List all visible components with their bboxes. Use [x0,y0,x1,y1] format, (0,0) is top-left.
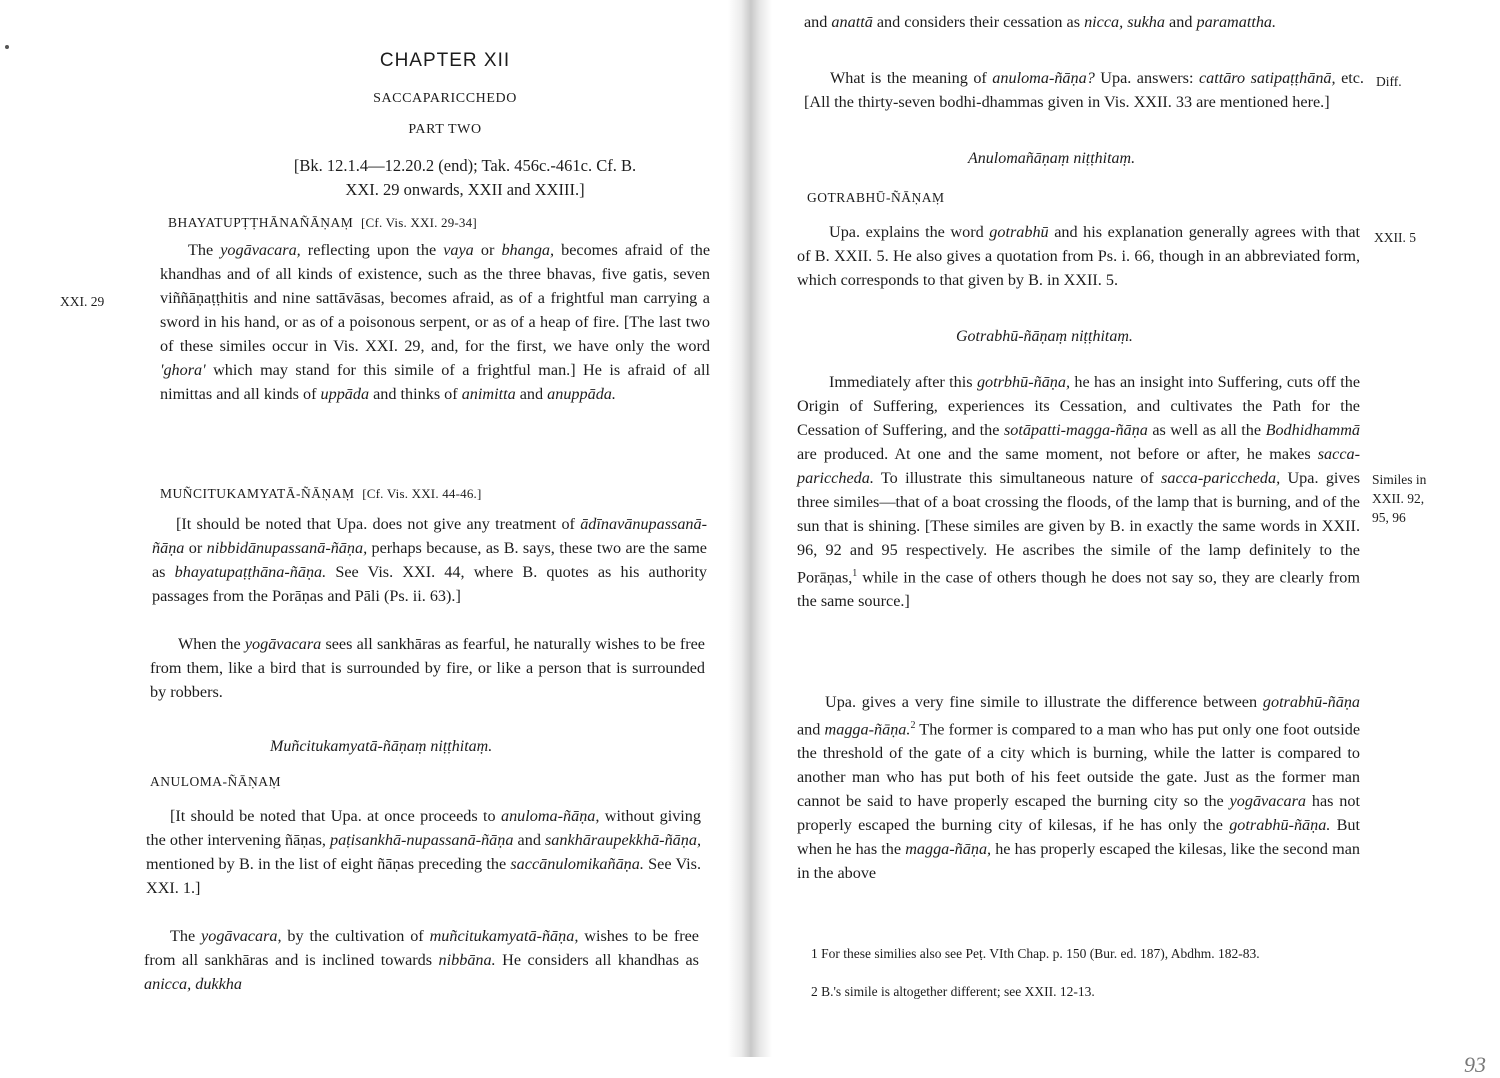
paragraph-bhaya: The yogāvacara, reflecting upon the vaya or bhanga, becomes afraid of the khandhas and of all kinds of existence, such as the three bhavas, five gatis, seven viññāṇaṭṭhitis and nine sattāvāsas, becomes afraid, as of a frightful man carrying a sword in his hand, or as of a poisonous serpent, or as of a heap of fire. [The last two of these similes occur in Vis. XXI. 29, and, for the first, we have only the word 'ghora' which may stand for this simile of a frightful man.] He is afraid of all nimittas and all kinds of uppāda and thinks of animitta and anuppāda. [160,241,711,403]
footnote-2: 2 B.'s simile is altogether different; see XXII. 12-13. [811,984,1095,999]
chapter-subtitle: SACCAPARICCHEDO [373,91,517,106]
page-number-mark: 93 [1464,1052,1486,1077]
paragraph-anuloma-meaning: What is the meaning of anuloma-ñāṇa? Upa. answers: cattāro satipaṭṭhānā, etc. [All the thirty-seven bodhi-dhammas given in Vis. XXII. 33 are mentioned here.] [804,69,1364,111]
part-label: PART TWO [408,122,482,137]
paragraph-insight: Immediately after this gotrbhū-ñāṇa, he has an insight into Suffering, cuts off the Origin of Suffering, experiences its Cessation, and cultivates the Path for the Cessation of Suffering, and the sotāpatti-magga-ñāṇa as well as all the Bodhidhammā are produced. At one and the same moment, not before or after, he makes sacca-pariccheda. To illustrate this simultaneous nature of sacca-pariccheda, Upa. gives three similes—that of a boat crossing the floods, of the lamp that is burning, and of the sun that is shining. [These similes are given by B. in exactly the same words in XXII. 96, 92 and 95 respectively. He ascribes the simile of the lamp definitely to the Porāṇas,$^1$ while in the case of others though he does not say so, they are clearly from the same source.] [797,373,1361,611]
footnote-1: 1 For these similies also see Peṭ. VIth Chap. p. 150 (Bur. ed. 187), Abdhm. 182-83. [811,946,1260,961]
reference-line-1: [Bk. 12.1.4—12.20.2 (end); Tak. 456c.-461c. Cf. B. [293,156,637,175]
section-closing-anuloma: Anulomañāṇaṃ niṭṭhitaṃ. [968,150,1136,167]
paragraph-treatment-note: [It should be noted that Upa. does not give any treatment of ādīnavānupassanā-ñāṇa or nibbidānupassanā-ñāṇa, perhaps because, as B. says, these two are the same as bhayatupaṭṭhāna-ñāṇa. See Vis. XXI. 44, where B. quotes as his authority passages from the Porāṇas and Pāli (Ps. ii. 63).] [152,515,707,605]
section-heading-bhayatupatthana [168,215,477,231]
paragraph-continuation: and anattā and considers their cessation as nicca, sukha and paramattha. [804,13,1277,31]
margin-note-xxii-5: XXII. 5 [1374,230,1416,245]
paragraph-wish-free: When the yogāvacara sees all sankhāras as fearful, he naturally wishes to be free from them, like a bird that is surrounded by fire, or like a person that is surrounded by robbers. [150,635,705,701]
reference-line-2: XXI. 29 onwards, XXII and XXIII.] [345,180,585,199]
paragraph-fine-simile: Upa. gives a very fine simile to illustrate the difference between gotrabhū-ñāṇa and magga-ñāṇa.$^2$ The former is compared to a man who has put only one foot outside the threshold of the gate of a city which is burning, while the latter is compared to another man who has put both of his feet outside the gate. Just as the former man cannot be said to have properly escaped the burning city so the yogāvacara has not properly escaped the burning city of kilesas, if he has only the gotrabhū-ñāṇa. But when he has the magga-ñāṇa, he has properly escaped the kilesas, like the second man in the above [797,693,1361,883]
paragraph-anuloma-body: The yogāvacara, by the cultivation of muñcitukamyatā-ñāṇa, wishes to be free from all sankhāras and is inclined towards nibbāna. He considers all khandhas as anicca, dukkha [144,927,699,993]
section-closing-gotrabhu: Gotrabhū-ñāṇaṃ niṭṭhitaṃ. [956,328,1133,345]
section-heading-anuloma: ANULOMA-ÑĀṆAṂ [150,774,281,789]
margin-note-similes: Similes in XXII. 92, 95, 96 [1372,472,1427,525]
heading-reference: [Cf. Vis. XXI. 44-46.] [362,486,482,501]
margin-note-diff: Diff. [1376,74,1402,89]
paragraph-anuloma-note: [It should be noted that Upa. at once proceeds to anuloma-ñāṇa, without giving the other intervening ñāṇas, paṭisankhā-nupassanā-ñāṇa and sankhāraupekkhā-ñāṇa, mentioned by B. in the list of eight ñāṇas preceding the saccānulomikañāṇa. See Vis. XXI. 1.] [146,807,702,897]
heading-text: BHAYATUPṬṬHĀNAÑĀṆAṂ [168,215,354,230]
paragraph-gotrabhu-explanation: Upa. explains the word gotrabhū and his explanation generally agrees with that of B. XXII. 5. He also gives a quotation from Ps. i. 66, though in an abbreviated form, which corresponds to that given by B. in XXII. 5. [797,223,1361,289]
section-heading-muncitukamyata [160,486,482,502]
left-page [0,0,740,1057]
heading-text: MUÑCITUKAMYATĀ-ÑĀṆAṂ [160,486,355,501]
heading-reference: [Cf. Vis. XXI. 29-34] [361,215,477,230]
chapter-title: CHAPTER XII [379,50,511,71]
right-page [772,0,1500,1077]
margin-note-xxi-29: XXI. 29 [60,294,105,309]
section-closing-muncitukamyata: Muñcitukamyatā-ñāṇaṃ niṭṭhitaṃ. [270,738,493,755]
section-heading-gotrabhu: GOTRABHŪ-ÑĀṆAṂ [807,190,945,205]
